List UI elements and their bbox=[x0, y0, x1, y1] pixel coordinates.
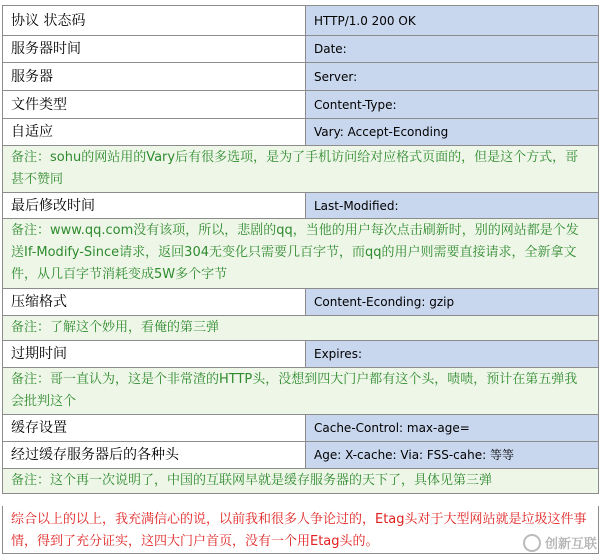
table-row bbox=[3, 63, 598, 91]
header-label: 服务器时间 bbox=[3, 36, 306, 62]
header-value: Expires: bbox=[306, 341, 598, 367]
watermark-logo-icon bbox=[523, 534, 541, 552]
watermark-text: 创新互联 bbox=[544, 537, 597, 552]
table-row bbox=[3, 193, 598, 219]
note-row bbox=[3, 316, 598, 341]
note-text: 备注：sohu的网站用的Vary后有很多选项，是为了手机访问给对应格式页面的，但是这个方式，哥甚不赞同 bbox=[3, 146, 598, 192]
table-row bbox=[3, 415, 598, 442]
header-label: 缓存设置 bbox=[3, 415, 306, 441]
note-text: 备注：这个再一次说明了，中国的互联网早就是缓存服务器的天下了，具体见第三弹 bbox=[3, 469, 598, 493]
note-text: 备注：www.qq.com没有该项，所以，悲剧的qq，当他的用户每次点击刷新时，别的网站都是个发送If-Modify-Since请求，返回304无变化只需要几百字节，而qq的用户则需要直接请求，全新拿文件，从几百字节消耗变成5W多个字节 bbox=[3, 219, 598, 288]
note-row bbox=[3, 368, 598, 415]
header-label: 最后修改时间 bbox=[3, 193, 306, 218]
header-value: Server: bbox=[306, 63, 598, 90]
summary-text: 综合以上的以上，我充满信心的说，以前我和很多人争论过的，Etag头对于大型网站就是垃圾这件事情，得到了充分证实，这四大门户首页，没有一个用Etag头的。 bbox=[2, 506, 599, 554]
table-row bbox=[3, 6, 598, 36]
header-label: 压缩格式 bbox=[3, 289, 306, 315]
note-row bbox=[3, 469, 598, 493]
watermark bbox=[523, 533, 597, 552]
note-row bbox=[3, 146, 598, 193]
header-value: Vary: Accept-Econding bbox=[306, 119, 598, 145]
table-row bbox=[3, 341, 598, 368]
header-label: 过期时间 bbox=[3, 341, 306, 367]
header-value: Content-Type: bbox=[306, 91, 598, 118]
table-row bbox=[3, 289, 598, 316]
header-label: 协议 状态码 bbox=[3, 6, 306, 35]
header-label: 自适应 bbox=[3, 119, 306, 145]
header-value: Content-Econding: gzip bbox=[306, 289, 598, 315]
table-row bbox=[3, 119, 598, 146]
header-label: 服务器 bbox=[3, 63, 306, 90]
table-row bbox=[3, 91, 598, 119]
header-value: Age: X-cache: Via: FSS-cahe: 等等 bbox=[306, 442, 598, 468]
header-value: Date: bbox=[306, 36, 598, 62]
note-text: 备注：哥一直认为，这是个非常渣的HTTP头，没想到四大门户都有这个头，啧啧，预计在第五弹我会批判这个 bbox=[3, 368, 598, 414]
table-row bbox=[3, 442, 598, 469]
http-header-table bbox=[2, 5, 599, 494]
header-value: Cache-Control: max-age= bbox=[306, 415, 598, 441]
header-label: 经过缓存服务器后的各种头 bbox=[3, 442, 306, 468]
header-value: HTTP/1.0 200 OK bbox=[306, 6, 598, 35]
table-row bbox=[3, 36, 598, 63]
note-text: 备注：了解这个妙用，看俺的第三弹 bbox=[3, 316, 598, 340]
note-row bbox=[3, 219, 598, 289]
header-label: 文件类型 bbox=[3, 91, 306, 118]
header-value: Last-Modified: bbox=[306, 193, 598, 218]
